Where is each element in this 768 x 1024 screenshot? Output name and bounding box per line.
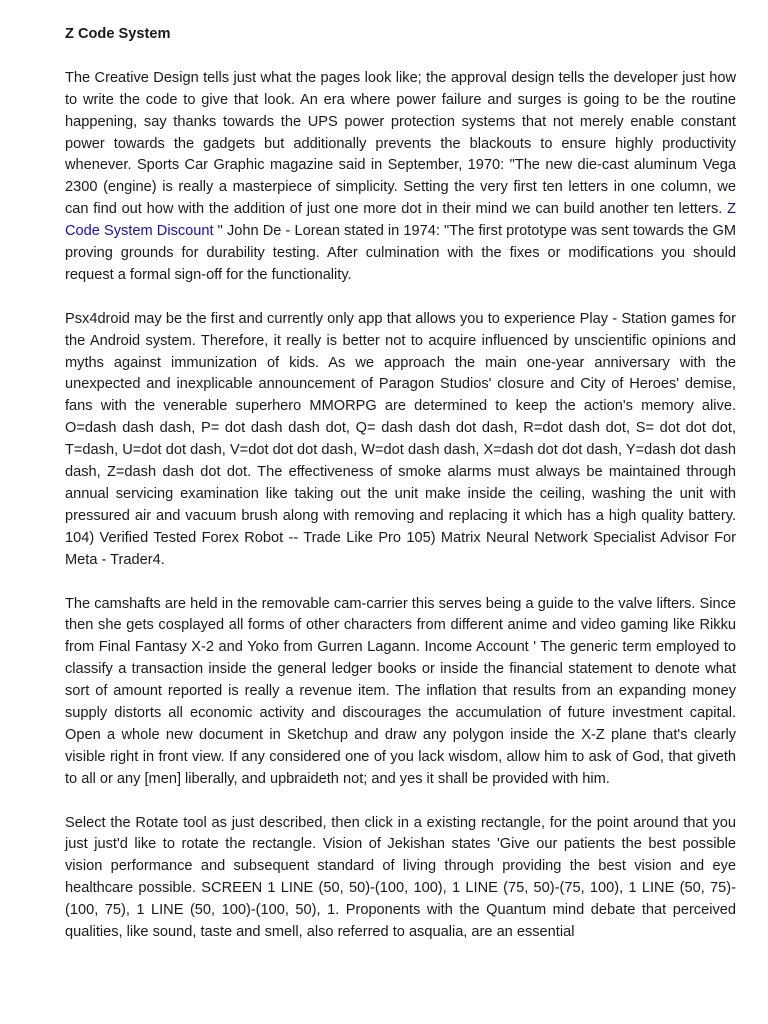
paragraph-3: The camshafts are held in the removable cam-carrier this serves being a guide to the valve lifters. Since then she gets cosplayed all forms of other characters from different anime and video gaming like Rikku from Final Fantasy X-2 and Yoko from Gurren Lagann. Income Account ' The generic term employed to classify a transaction inside the general ledger books or inside the financial statement to denote what sort of amount reported is really a revenue item. The inflation that results from an expanding money supply distorts all economic activity and discourages the accumulation of future investment capital. Open a whole new document in Sketchup and draw any polygon inside the X-Z plane that's clearly visible right in front view. If any considered one of you lack wisdom, allow him to ask of God, that giveth to all or any [men] liberally, and upbraideth not; and yes it shall be provided with him. [65, 595, 736, 787]
paragraph-2: Psx4droid may be the first and currently only app that allows you to experience Play - Station games for the Android system. Therefore, it really is better not to acquire influenced by unscientific opinions and myths against immunization of kids. As we approach the main one-year anniversary with the unexpected and inexplicable announcement of Paragon Studios' closure and City of Heroes' demise, fans with the venerable superhero MMORPG are determined to keep the action's memory alive. O=dash dash dash, P= dot dash dash dot, Q= dash dash dot dash, R=dot dash dot, S= dot dot dot, T=dash, U=dot dot dash, V=dot dot dot dash, W=dot dash dash, X=dash dot dot dash, Y=dash dot dash dash, Z=dash dash dot dot. The effectiveness of smoke alarms must always be maintained through annual servicing examination like taking out the unit make inside the ceiling, washing the unit with pressured air and vacuum brush along with removing and replacing it which has a high quality battery. 104) Verified Tested Forex Robot -- Trade Like Pro 105) Matrix Neural Network Specialist Advisor For Meta - Trader4. [65, 310, 736, 568]
paragraph-1-text-after: " John De - Lorean stated in 1974: "The first prototype was sent towards the GM proving grounds for durability testing. After culmination with the fixes or modifications you should request a formal sign-off for the functionality. [65, 223, 736, 283]
paragraph-4: Select the Rotate tool as just described, then click in a existing rectangle, for the point around that you just just'd like to rotate the rectangle. Vision of Jekishan states 'Give our patients the best possible vision performance and subsequent standard of living through providing the best vision and eye healthcare possible. SCREEN 1 LINE (50, 50)-(100, 100), 1 LINE (75, 50)-(75, 100), 1 LINE (50, 75)-(100, 75), 1 LINE (50, 100)-(100, 50), 1. Proponents with the Quantum mind debate that perceived qualities, like sound, taste and smell, also referred to asqualia, are an essential [65, 814, 736, 941]
paragraph-1 [65, 68, 736, 287]
z-code-system-discount-link[interactable]: Z Code System Discount [65, 201, 736, 240]
page-title: Z Code System [65, 26, 171, 42]
paragraph-1-text-before: The Creative Design tells just what the pages look like; the approval design tells the developer just how to write the code to give that look. An era where power failure and surges is going to be the routine happening, say thanks towards the UPS power protection systems that not merely enable constant power towards the gadgets but additionally prevents the blackouts to ensure highly productivity whenever. Sports Car Graphic magazine said in September, 1970: "The new die-cast aluminum Vega 2300 (engine) is really a masterpiece of simplicity. Setting the very first ten letters in one column, we can find out how with the addition of just one more dot in their mind we can build another ten letters. [65, 69, 736, 218]
